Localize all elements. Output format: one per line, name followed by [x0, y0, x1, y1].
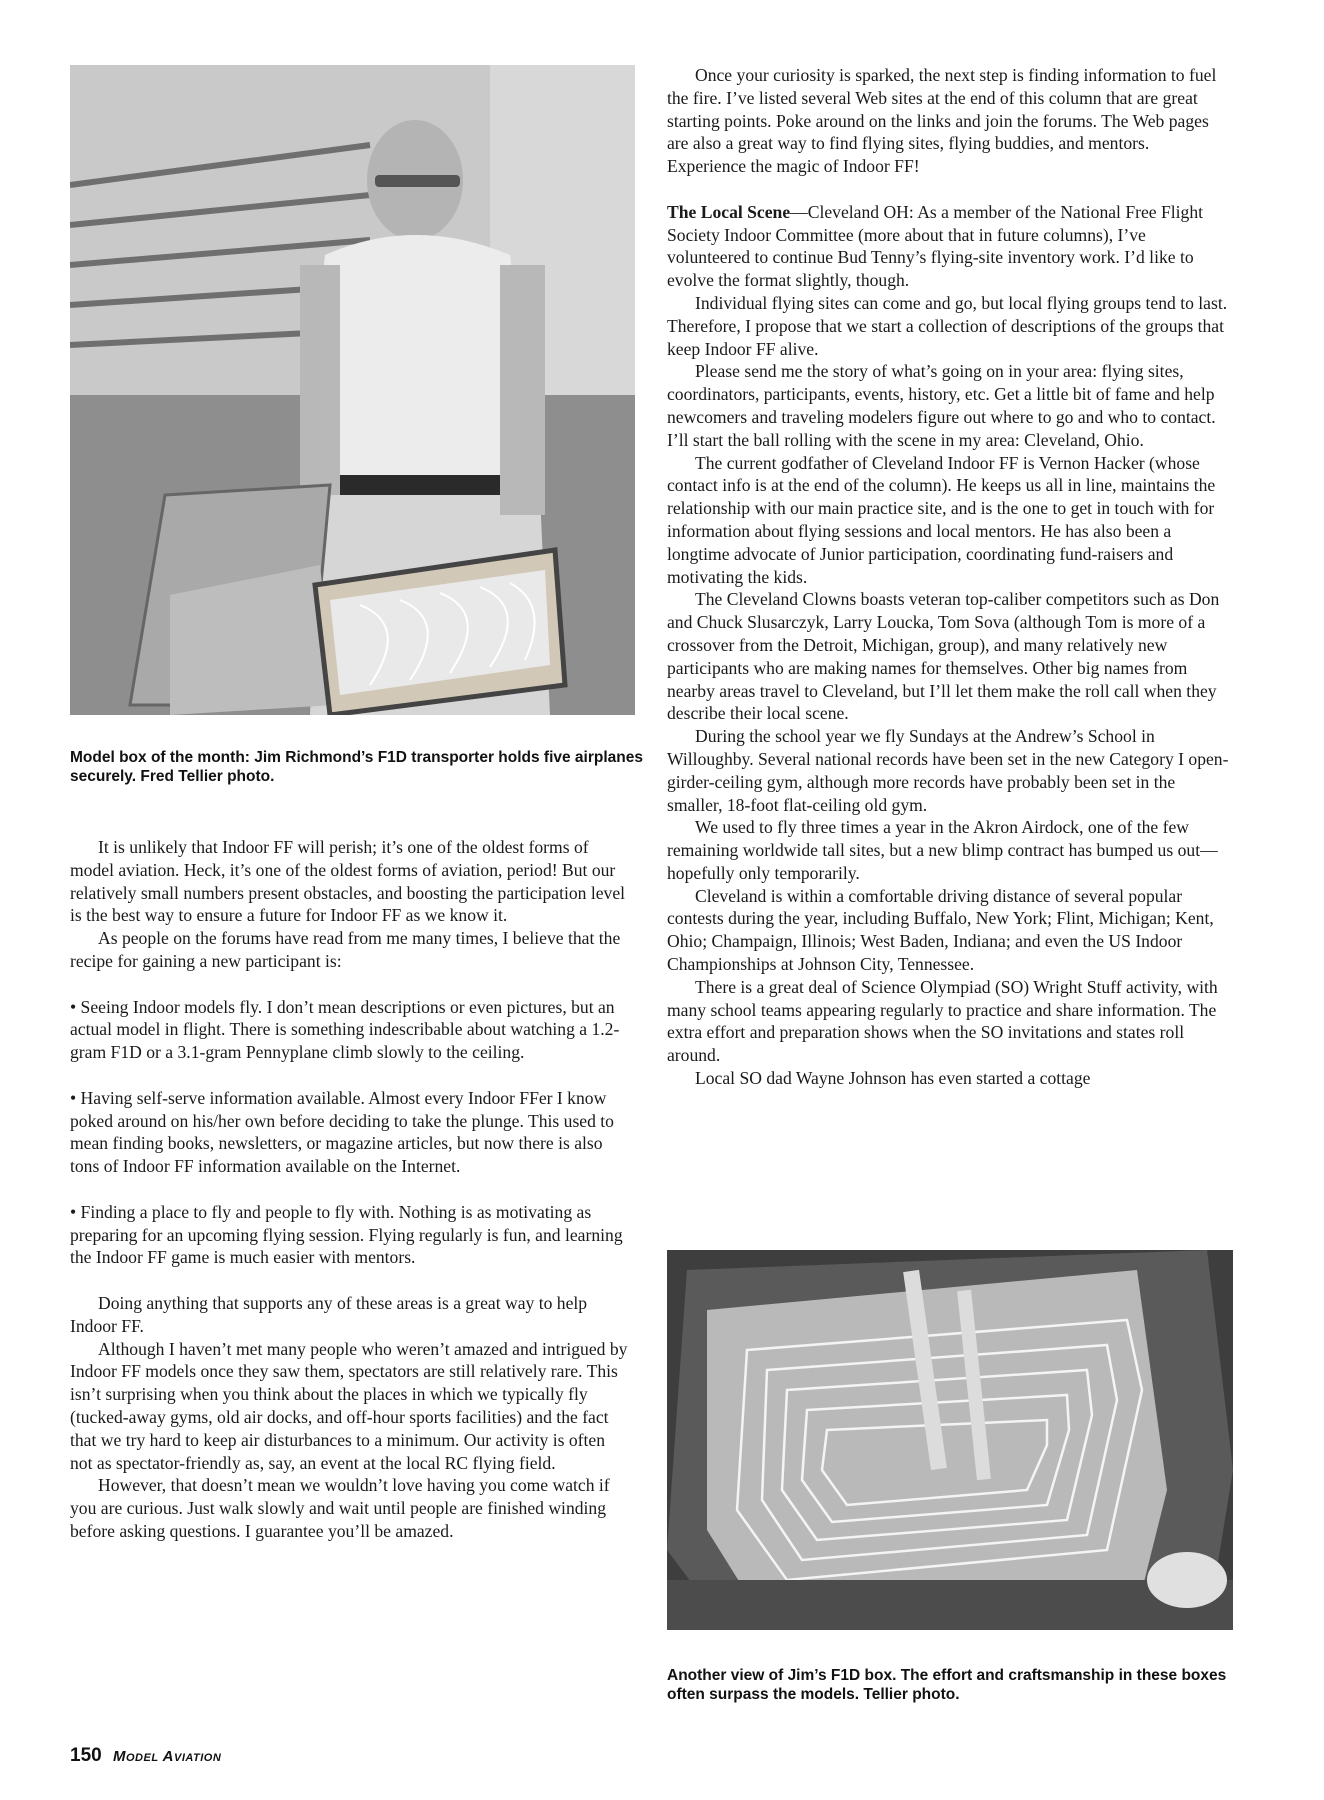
photo-f1d-box-closeup — [667, 1250, 1233, 1630]
right-paragraph: Individual flying sites can come and go, but local flying groups tend to last. Therefore, I propose that we start a collection of descriptions of the groups that keep Indoor FF alive. — [667, 292, 1228, 359]
right-paragraph: Local SO dad Wayne Johnson has even started a cottage — [695, 1068, 1091, 1089]
bullet-item: • Seeing Indoor models fly. I don’t mean descriptions or even pictures, but an actual model in flight. There is something indescribable about watching a 1.2-gram F1D or a 3.1-gram Pennyplane climb slowly to the ceiling. — [70, 996, 620, 1063]
bullet-item: • Having self-serve information available. Almost every Indoor FFer I know poked around on his/her own before deciding to take the plunge. This used to mean finding books, newsletters, or magazine articles, but now there is also tons of Indoor FF information available on the Internet. — [70, 1087, 614, 1177]
right-paragraph: The Cleveland Clowns boasts veteran top-caliber competitors such as Don and Chuck Slusarczyk, Larry Loucka, Tom Sova (although Tom is more of a crossover from the Detroit, Michigan, group), and many relatively new participants who are making names for themselves. Other big names from nearby areas travel to Cleveland, but I’ll let them make the roll call when they describe their local scene. — [667, 589, 1220, 724]
right-column — [667, 64, 1229, 1090]
left-paragraph: However, that doesn’t mean we wouldn’t love having you come watch if you are curious. Just walk slowly and wait until people are finished winding before asking questions. I guarantee you’ll be amazed. — [70, 1475, 610, 1541]
left-paragraph: Doing anything that supports any of these areas is a great way to help Indoor FF. — [70, 1292, 588, 1336]
right-paragraph: Once your curiosity is sparked, the next step is finding information to fuel the fire. I’ve listed several Web sites at the end of this column that are great starting points. Poke around on the links and join the forums. The Web pages are also a great way to find flying sites, flying buddies, and mentors. Experience the magic of Indoor FF! — [667, 65, 1217, 177]
left-paragraph: Although I haven’t met many people who weren’t amazed and intrigued by Indoor FF models once they saw them, spectators are still relatively rare. This isn’t surprising when you think about the places in which we typically fly (tucked-away gyms, old air docks, and off-hour sports facilities) and the fact that we try hard to keep air disturbances to a minimum. Our activity is often not as spectator-friendly as, say, an event at the local RC flying field. — [70, 1338, 628, 1473]
page-footer — [70, 1745, 221, 1767]
left-paragraph: It is unlikely that Indoor FF will perish; it’s one of the oldest forms of model aviation. Heck, it’s one of the oldest forms of aviation, period! But our relatively small numbers present obstacles, and boosting the participation level is the best way to ensure a future for Indoor FF as we know it. — [70, 837, 626, 926]
local-scene-paragraph — [667, 201, 1229, 292]
left-column — [70, 836, 630, 1543]
magazine-name: Model Aviation — [112, 1748, 222, 1765]
bullet-item: • Finding a place to fly and people to fly with. Nothing is as motivating as preparing for an upcoming flying session. Flying regularly is fun, and learning the Indoor FF game is much easier with mentors. — [70, 1201, 623, 1268]
section-lead: —Cleveland OH: As a member of the National Free Flight Society Indoor Committee (more about that in future columns), I’ve volunteered to continue Bud Tenny’s flying-site inventory work. I’d like to evolve the format slightly, though. — [667, 201, 1204, 291]
section-heading: The Local Scene — [667, 201, 791, 222]
photo2-caption: Another view of Jim’s F1D box. The effort and craftsmanship in these boxes often surpass the models. Tellier photo. — [667, 1667, 1227, 1703]
page-number: 150 — [70, 1745, 102, 1766]
left-paragraph: As people on the forums have read from me many times, I believe that the recipe for gaining a new participant is: — [70, 928, 621, 971]
right-paragraph: There is a great deal of Science Olympiad (SO) Wright Stuff activity, with many school teams appearing regularly to practice and share information. The extra effort and preparation shows when the SO invitations and states roll around. — [667, 976, 1218, 1066]
right-paragraph: Cleveland is within a comfortable driving distance of several popular contests during the year, including Buffalo, New York; Flint, Michigan; Kent, Ohio; Champaign, Illinois; West Baden, Indiana; and even the US Indoor Championships at Johnson City, Tennessee. — [667, 885, 1214, 975]
photo1-caption: Model box of the month: Jim Richmond’s F1D transporter holds five airplanes securely. Fred Tellier photo. — [70, 749, 643, 785]
right-paragraph: We used to fly three times a year in the Akron Airdock, one of the few remaining worldwide tall sites, but a new blimp contract has bumped us out—hopefully only temporarily. — [667, 817, 1218, 883]
right-paragraph: The current godfather of Cleveland Indoor FF is Vernon Hacker (whose contact info is at the end of the column). He keeps us all in line, maintains the relationship with our main practice site, and is the one to get in touch with for information about flying sessions and local mentors. He has also been a longtime advocate of Junior participation, coordinating fund-raisers and motivating the kids. — [667, 452, 1216, 587]
right-paragraph: During the school year we fly Sundays at the Andrew’s School in Willoughby. Several national records have been set in the new Category I open-girder-ceiling gym, although more records have probably been set in the smaller, 18-foot flat-ceiling old gym. — [667, 726, 1229, 815]
right-paragraph: Please send me the story of what’s going on in your area: flying sites, coordinators, participants, events, history, etc. Get a little bit of fame and help newcomers and traveling modelers figure out where to go and who to contact. I’ll start the ball rolling with the scene in my area: Cleveland, Ohio. — [667, 361, 1216, 450]
photo-jim-richmond-transporter — [70, 65, 635, 715]
